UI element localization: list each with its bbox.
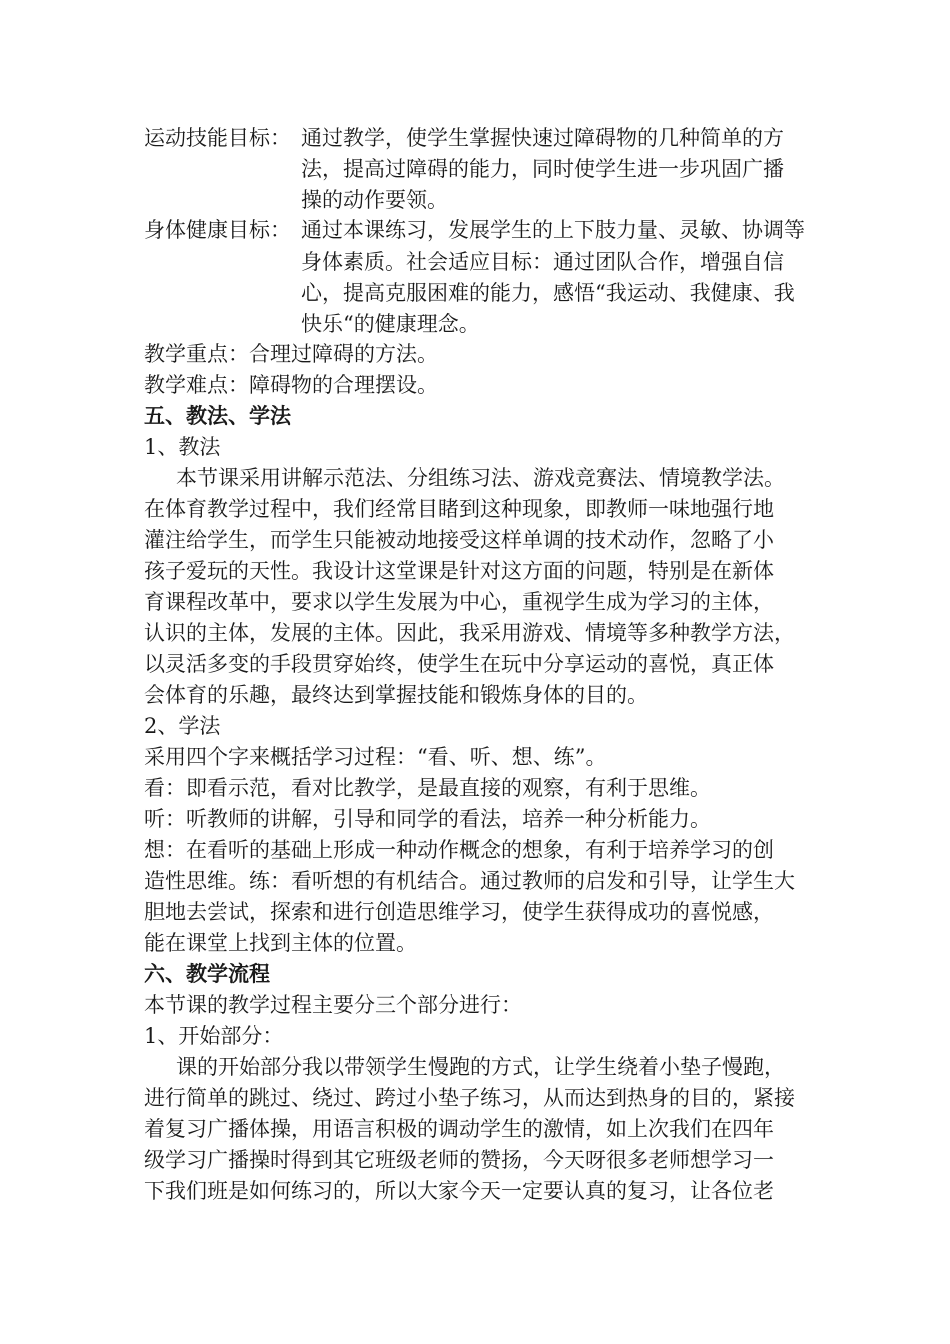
teach-line-7: 以灵活多变的手段贯穿始终，使学生在玩中分享运动的喜悦，真正体	[144, 652, 774, 676]
section-5-heading: 五、教法、学法	[144, 403, 291, 428]
key-point: 教学重点：合理过障碍的方法。	[144, 342, 438, 366]
teach-line-3: 灌注给学生，而学生只能被动地接受这样单调的技术动作，忽略了小	[144, 528, 774, 552]
learn-line-6: 胆地去尝试，探索和进行创造思维学习，使学生获得成功的喜悦感，	[144, 900, 774, 924]
teach-line-5: 育课程改革中，要求以学生发展为中心，重视学生成为学习的主体，	[144, 590, 774, 614]
teach-line-1: 本节课采用讲解示范法、分组练习法、游戏竞赛法、情境教学法。	[176, 466, 785, 490]
teach-line-8: 会体育的乐趣，最终达到掌握技能和锻炼身体的目的。	[144, 683, 648, 707]
section-6-heading: 六、教学流程	[144, 961, 270, 986]
motor-goal-label: 运动技能目标：	[144, 126, 291, 150]
learn-line-7: 能在课堂上找到主体的位置。	[144, 931, 417, 955]
health-goal-line-2: 身体素质。社会适应目标：通过团队合作，增强自信	[301, 250, 784, 274]
start-part-heading: 1、开始部分：	[144, 1024, 284, 1048]
start-line-5: 下我们班是如何练习的，所以大家今天一定要认真的复习，让各位老	[144, 1179, 774, 1203]
learn-line-4: 想：在看听的基础上形成一种动作概念的想象，有利于培养学习的创	[144, 838, 774, 862]
start-line-1: 课的开始部分我以带领学生慢跑的方式，让学生绕着小垫子慢跑，	[176, 1055, 785, 1079]
learn-line-3: 听：听教师的讲解，引导和同学的看法，培养一种分析能力。	[144, 807, 711, 831]
health-goal-line-1: 通过本课练习，发展学生的上下肢力量、灵敏、协调等	[301, 218, 805, 242]
teach-method-heading: 1、教法	[144, 435, 221, 459]
motor-goal-line-1: 通过教学，使学生掌握快速过障碍物的几种简单的方	[301, 126, 784, 150]
health-goal-line-3: 心，提高克服困难的能力，感悟“我运动、我健康、我	[301, 281, 795, 305]
teach-line-6: 认识的主体，发展的主体。因此，我采用游戏、情境等多种教学方法，	[144, 621, 795, 645]
teach-line-2: 在体育教学过程中，我们经常目睹到这种现象，即教师一味地强行地	[144, 497, 774, 521]
learn-line-5: 造性思维。练：看听想的有机结合。通过教师的启发和引导，让学生大	[144, 869, 795, 893]
teach-line-4: 孩子爱玩的天性。我设计这堂课是针对这方面的问题，特别是在新体	[144, 559, 774, 583]
health-goal-label: 身体健康目标：	[144, 218, 291, 242]
learn-line-2: 看：即看示范，看对比教学，是最直接的观察，有利于思维。	[144, 776, 711, 800]
start-line-4: 级学习广播操时得到其它班级老师的赞扬，今天呀很多老师想学习一	[144, 1148, 774, 1172]
difficulty: 教学难点：障碍物的合理摆设。	[144, 373, 438, 397]
start-line-3: 着复习广播体操，用语言积极的调动学生的激情，如上次我们在四年	[144, 1117, 774, 1141]
motor-goal-line-2: 法，提高过障碍的能力，同时使学生进一步巩固广播	[301, 157, 784, 181]
start-line-2: 进行简单的跳过、绕过、跨过小垫子练习，从而达到热身的目的，紧接	[144, 1086, 795, 1110]
process-intro: 本节课的教学过程主要分三个部分进行：	[144, 993, 522, 1017]
health-goal-line-4: 快乐“的健康理念。	[301, 312, 480, 336]
motor-goal-line-3: 操的动作要领。	[301, 188, 448, 212]
learn-line-1: 采用四个字来概括学习过程：“看、听、想、练”。	[144, 745, 607, 769]
learn-method-heading: 2、学法	[144, 714, 221, 738]
